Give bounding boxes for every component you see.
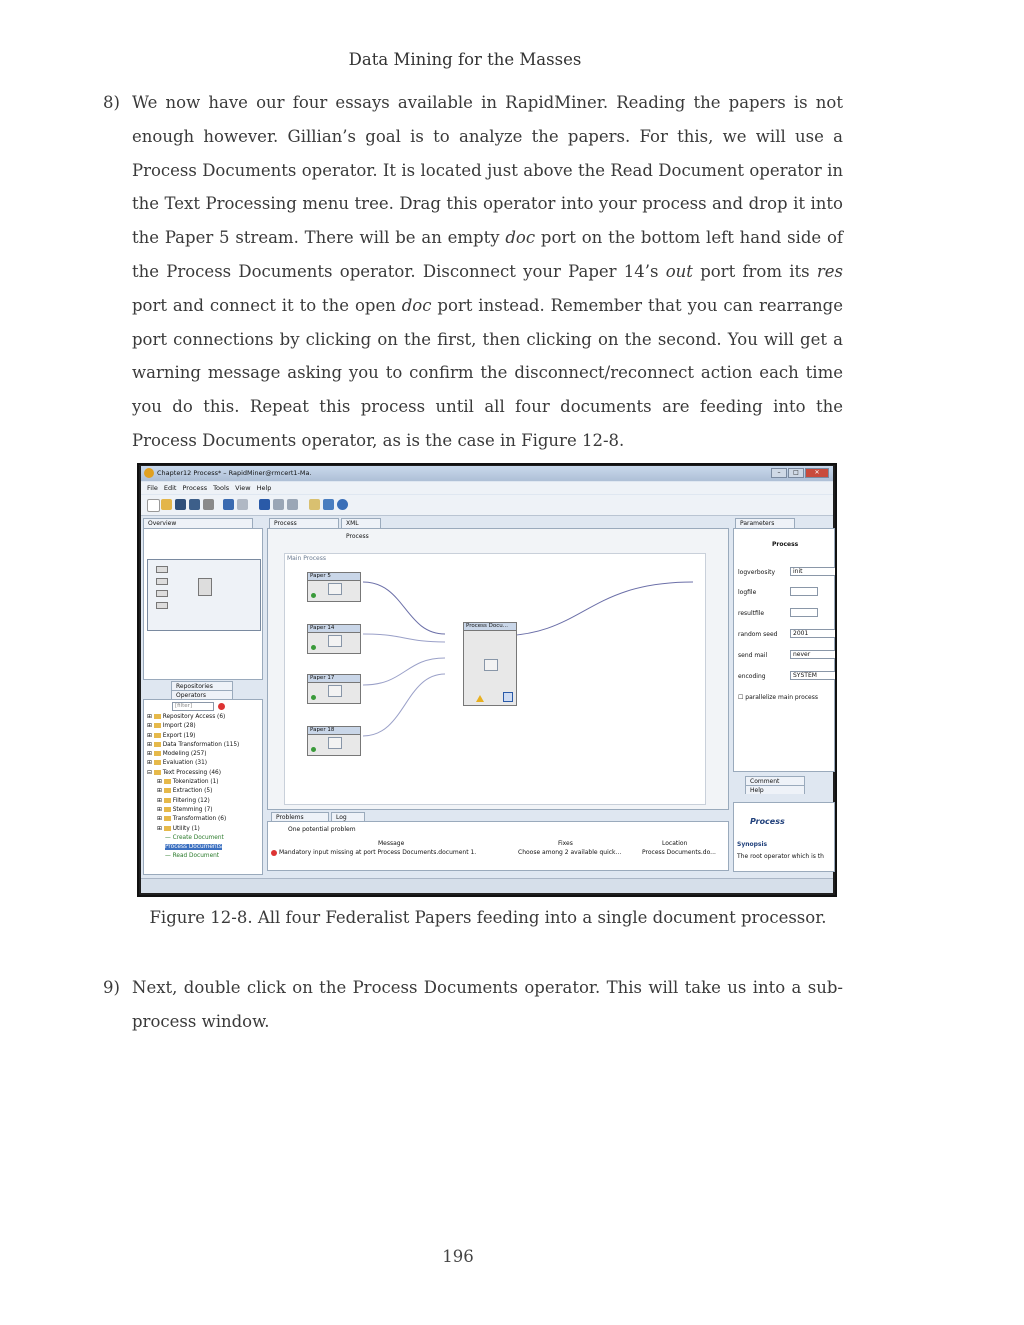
tree-item[interactable]: ⊞ Repository Access (6)	[147, 714, 226, 720]
tree-item[interactable]: ⊞ Evaluation (31)	[147, 760, 208, 767]
undo-icon[interactable]	[223, 499, 234, 510]
operator-process-documents[interactable]: Process Docu...	[463, 622, 517, 706]
rapidminer-window	[141, 466, 833, 893]
wizard-icon[interactable]	[309, 499, 320, 510]
menu-file[interactable]: File	[147, 484, 158, 492]
param-label: encoding	[738, 673, 766, 680]
parameters-heading: Process	[772, 541, 799, 548]
save-as-icon[interactable]	[189, 499, 200, 510]
step-9-number: 9)	[103, 978, 120, 997]
problems-panel	[267, 821, 729, 871]
redo-icon[interactable]	[237, 499, 248, 510]
window-title: Chapter12 Process* – RapidMiner@rmcert1-Ma.	[157, 469, 312, 477]
new-file-icon[interactable]	[147, 499, 160, 512]
tree-item[interactable]: ⊞ Stemming (7)	[157, 806, 213, 813]
param-label: logverbosity	[738, 569, 776, 576]
main-toolbar	[141, 495, 833, 516]
column-location: Location	[662, 840, 688, 847]
help-title: Process	[750, 817, 785, 826]
overview-minimap[interactable]	[147, 559, 261, 631]
main-process-label: Main Process	[287, 555, 326, 562]
param-label: send mail	[738, 652, 768, 659]
operator-paper-14[interactable]: Paper 14	[307, 624, 361, 654]
menu-edit[interactable]: Edit	[163, 484, 177, 492]
tree-item[interactable]: ⊞ Transformation (6)	[157, 816, 227, 823]
param-label: resultfile	[738, 610, 765, 617]
tree-item[interactable]: — Read Document	[165, 853, 220, 860]
help-synopsis: Synopsis	[737, 841, 768, 848]
tab-operators[interactable]: Operators	[171, 690, 233, 699]
help-text: The root operator which is th	[737, 853, 824, 860]
param-label: random seed	[738, 631, 778, 638]
figure-caption: Figure 12-8. All four Federalist Papers feeding into a single document processor.	[149, 908, 827, 927]
menu-bar	[141, 482, 833, 494]
pause-icon[interactable]	[273, 499, 284, 510]
process-canvas[interactable]	[284, 553, 706, 805]
tree-item[interactable]: ⊞ Modeling (257)	[147, 751, 207, 758]
tab-parameters[interactable]: Parameters	[735, 518, 795, 528]
maximize-button[interactable]: □	[788, 468, 804, 478]
run-icon[interactable]	[259, 499, 270, 510]
operator-tree	[147, 714, 239, 863]
operator-paper-5[interactable]: Paper 5	[307, 572, 361, 602]
tab-help[interactable]: Help	[745, 785, 805, 794]
open-folder-icon[interactable]	[161, 499, 172, 510]
menu-view[interactable]: View	[235, 484, 251, 492]
help-panel	[733, 802, 835, 872]
problem-location: Process Documents.do...	[642, 849, 716, 856]
info-icon[interactable]	[337, 499, 348, 510]
tab-log[interactable]: Log	[331, 812, 365, 821]
operators-panel	[143, 699, 263, 875]
tree-item[interactable]: ⊞ Import (28)	[147, 723, 196, 730]
param-random-seed-input[interactable]: 2001	[790, 629, 836, 638]
connection-result	[497, 582, 693, 636]
clear-search-icon[interactable]	[218, 703, 225, 710]
status-bar	[141, 878, 833, 893]
param-logfile-input[interactable]	[790, 587, 818, 596]
tab-xml[interactable]: XML	[341, 518, 381, 528]
print-icon[interactable]	[203, 499, 214, 510]
tree-item[interactable]: ⊞ Data Transformation (115)	[147, 741, 240, 748]
process-breadcrumb[interactable]: Process	[346, 533, 369, 540]
operator-paper-18[interactable]: Paper 18	[307, 726, 361, 756]
process-panel	[267, 528, 729, 810]
rapidminer-logo-icon	[144, 468, 154, 478]
tree-item-selected[interactable]: Process Documents	[165, 844, 222, 851]
menu-process[interactable]: Process	[182, 484, 208, 492]
warning-icon	[476, 695, 484, 702]
tab-problems[interactable]: Problems	[271, 812, 329, 821]
tree-item[interactable]: ⊞ Tokenization (1)	[157, 779, 219, 786]
save-icon[interactable]	[175, 499, 186, 510]
tab-process[interactable]: Process	[269, 518, 339, 528]
error-icon	[271, 850, 277, 856]
stop-icon[interactable]	[287, 499, 298, 510]
tree-item[interactable]: ⊟ Text Processing (46)	[147, 769, 221, 776]
step-8-text: We now have our four essays available in RapidMiner. Reading the papers is not enough however. Gillian’s goal is to analyze the papers. For this, we will use a Process Documents operator. It is located just above the Read Document operator in the Text Processing menu tree. Drag this operator into your process and drop it into the Paper 5 stream. There will be an empty doc port on the bottom left hand side of the Process Documents operator. Disconnect your Paper 14’s out port from its res port and connect it to the open doc port instead. Remember that you can rearrange port connections by clicking on the first, then clicking on the second. You will get a warning message asking you to confirm the disconnect/reconnect action each time you do this. Repeat this process until all four documents are feeding into the Process Documents operator, as is the case in Figure 12-8.	[132, 93, 844, 450]
connection-paper5	[363, 582, 445, 634]
menu-help[interactable]: Help	[256, 484, 272, 492]
step-8-paragraph	[103, 86, 843, 458]
menu-tools[interactable]: Tools	[213, 484, 230, 492]
parameters-panel	[733, 528, 835, 772]
param-logverbosity-select[interactable]: init	[790, 567, 836, 576]
problem-summary: One potential problem	[288, 826, 356, 833]
problem-message: Mandatory input missing at port Process Documents.document 1.	[279, 849, 477, 856]
connection-paper14	[363, 634, 445, 642]
subprocess-icon	[503, 692, 513, 702]
minimize-button[interactable]: –	[771, 468, 787, 478]
tree-item[interactable]: ⊞ Utility (1)	[157, 825, 200, 832]
problem-fixes[interactable]: Choose among 2 available quick...	[518, 849, 622, 856]
tree-item[interactable]: ⊞ Export (19)	[147, 732, 196, 739]
tree-item[interactable]: ⊞ Extraction (5)	[157, 788, 213, 795]
connection-paper17	[363, 658, 445, 685]
parallelize-checkbox[interactable]: ☐ parallelize main process	[738, 694, 818, 701]
step-8-number: 8)	[103, 93, 120, 112]
tab-repositories[interactable]: Repositories	[171, 681, 233, 690]
tree-item[interactable]: ⊞ Filtering (12)	[157, 797, 210, 804]
step-9-text: Next, double click on the Process Documents operator. This will take us into a sub-process window.	[132, 978, 843, 1031]
column-fixes: Fixes	[558, 840, 573, 847]
overview-panel	[143, 528, 263, 680]
tab-comment[interactable]: Comment	[745, 776, 805, 785]
column-message: Message	[378, 840, 405, 847]
running-header: Data Mining for the Masses	[348, 50, 582, 69]
tab-overview[interactable]: Overview	[143, 518, 253, 528]
page-number: 196	[442, 1247, 474, 1266]
param-resultfile-input[interactable]	[790, 608, 818, 617]
tree-item[interactable]: — Create Document	[165, 834, 224, 841]
connection-paper18	[363, 674, 445, 736]
param-label: logfile	[738, 589, 757, 596]
step-9-paragraph	[103, 971, 843, 1039]
perspective-icon[interactable]	[323, 499, 334, 510]
window-titlebar	[141, 466, 833, 481]
param-send-mail-select[interactable]: never	[790, 650, 836, 659]
param-encoding-select[interactable]: SYSTEM	[790, 671, 836, 680]
figure-12-8-screenshot	[137, 463, 837, 897]
operator-paper-17[interactable]: Paper 17	[307, 674, 361, 704]
close-button[interactable]: ✕	[805, 468, 829, 478]
operator-search-input[interactable]: [filter]	[172, 702, 214, 711]
